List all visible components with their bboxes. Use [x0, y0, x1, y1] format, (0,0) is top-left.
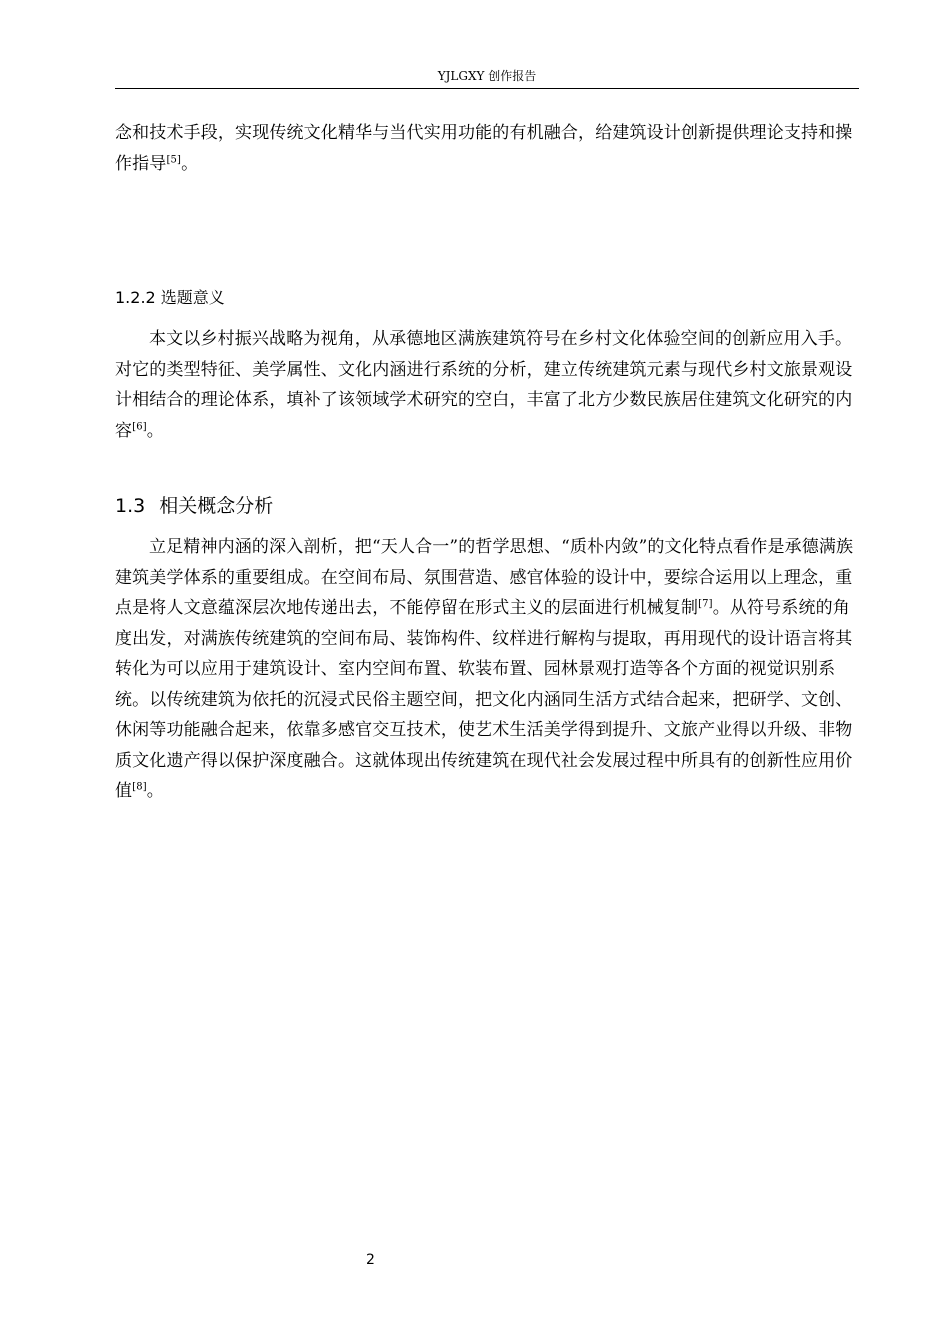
paragraph-end-mark: 。: [181, 153, 199, 174]
section-1-3-text-part1: 立足精神内涵的深入剖析，把“天人合一”的哲学思想、“质朴内敛”的文化特点看作是承德满族建筑美学体系的重要组成。在空间布局、氛围营造、感官体验的设计中，要综合运用以上理念，重点是将人文意蕴深层次地传递出去，不能停留在形式主义的层面进行机械复制: [115, 537, 854, 618]
section-1-3-paragraph: [115, 532, 859, 807]
intro-paragraph: [115, 118, 859, 179]
citation-ref: [8]: [132, 781, 147, 793]
section-heading-1-3: [115, 492, 273, 520]
section-1-2-2-paragraph: [115, 324, 859, 446]
running-header: YJLGXY 创作报告: [437, 69, 537, 83]
paragraph-end-mark: 。: [146, 781, 164, 801]
section-1-3-text-part2: 。从符号系统的角度出发，对满族传统建筑的空间布局、装饰构件、纹样进行解构与提取，再用现代的设计语言将其转化为可以应用于建筑设计、室内空间布置、软装布置、园林景观打造等各个方面的视觉识别系统。以传统建筑为依托的沉浸式民俗主题空间，把文化内涵同生活方式结合起来，把研学、文创、休闲等功能融合起来，依靠多感官交互技术，使艺术生活美学得到提升、文旅产业得以升级、非物质文化遗产得以保护深度融合。这就体现出传统建筑在现代社会发展过程中所具有的创新性应用价值: [115, 598, 853, 801]
section-1-2-2-text: 本文以乡村振兴战略为视角，从承德地区满族建筑符号在乡村文化体验空间的创新应用入手。对它的类型特征、美学属性、文化内涵进行系统的分析，建立传统建筑元素与现代乡村文旅景观设计相结合的理论体系，填补了该领域学术研究的空白，丰富了北方少数民族居住建筑文化研究的内容: [115, 329, 853, 441]
citation-ref: [7]: [698, 598, 713, 610]
section-title: 相关概念分析: [159, 495, 274, 517]
header-divider: [115, 88, 859, 89]
paragraph-end-mark: 。: [146, 420, 164, 441]
citation-ref: [5]: [166, 153, 182, 165]
section-number: 1.3: [115, 495, 146, 517]
citation-ref: [6]: [132, 420, 147, 432]
page-number: 2: [366, 1252, 375, 1268]
intro-paragraph-text: 念和技术手段，实现传统文化精华与当代实用功能的有机融合，给建筑设计创新提供理论支持和操作指导: [115, 123, 853, 174]
section-heading-1-2-2: 1.2.2 选题意义: [115, 288, 225, 307]
